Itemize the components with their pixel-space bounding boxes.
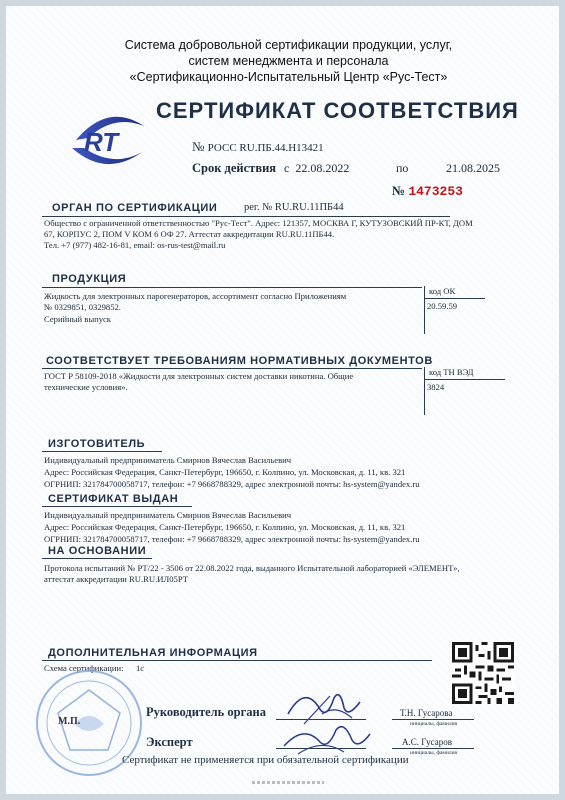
- issued-heading: СЕРТИФИКАТ ВЫДАН: [48, 493, 179, 505]
- footer-note: Сертификат не применяется при обязательной сертификации: [122, 754, 409, 766]
- validity-to-label: по: [396, 161, 409, 175]
- certificate-title: СЕРТИФИКАТ СООТВЕТСТВИЯ: [156, 98, 519, 123]
- product-text-3: Серийный выпуск: [44, 314, 111, 324]
- divider: [425, 298, 485, 299]
- tnved-code-label: код ТН ВЭД: [429, 367, 474, 377]
- rt-logo: [68, 106, 148, 176]
- manufacturer-heading: ИЗГОТОВИТЕЛЬ: [48, 438, 146, 450]
- product-text-1: Жидкость для электронных парогенераторов, ассортимент согласно Приложениям: [44, 291, 347, 301]
- validity-from: с 22.08.2022: [284, 161, 350, 175]
- divider: [42, 558, 152, 559]
- product-heading: ПРОДУКЦИЯ: [52, 273, 127, 285]
- rt-logo-icon: [68, 106, 148, 176]
- head-label: Руководитель органа: [146, 705, 266, 719]
- issued-text-3: ОГРНИП: 321784700058717, телефон: +7 9668788329, адрес электронной почты: hs-system@yandex.ru: [44, 534, 420, 544]
- divider: [42, 287, 422, 288]
- additional-heading: ДОПОЛНИТЕЛЬНАЯ ИНФОРМАЦИЯ: [48, 647, 258, 659]
- divider: [42, 451, 162, 452]
- divider: [392, 719, 474, 720]
- serial-number: № 1473253: [392, 183, 463, 199]
- expert-caption: инициалы, фамилия: [410, 750, 458, 756]
- validity-to: 21.08.2025: [446, 161, 500, 175]
- conformity-text-2: технические условия».: [44, 382, 128, 392]
- organ-heading: ОРГАН ПО СЕРТИФИКАЦИИ: [52, 202, 218, 214]
- product-code: 20.59.59: [427, 301, 458, 311]
- issued-text-1: Индивидуальный предприниматель Смирнов Вячеслав Васильевич: [44, 510, 292, 520]
- logo-text: RT: [84, 127, 119, 157]
- scheme-value: 1с: [136, 663, 145, 673]
- divider: [42, 506, 192, 507]
- head-name: Т.Н. Гусарова: [400, 708, 453, 718]
- header-line-2: систем менеджмента и персонала: [188, 54, 389, 68]
- signature-icon: [274, 684, 374, 764]
- conformity-text-1: ГОСТ Р 58109-2018 «Жидкости для электронных систем доставки никотина. Общие: [44, 371, 354, 381]
- qr-code-svg: [452, 642, 514, 704]
- product-code-label: код ОК: [429, 286, 456, 296]
- product-text-2: № 0329851, 0329852.: [44, 302, 121, 312]
- divider: [42, 368, 422, 369]
- organ-text-3: Тел. +7 (977) 482-16-81, email: os-rus-test@mail.ru: [44, 240, 226, 250]
- handwritten-signature: [274, 684, 374, 764]
- basis-heading: НА ОСНОВАНИИ: [48, 545, 147, 557]
- organ-text-1: Общество с ограниченной ответственностью "Рус-Тест". Адрес: 121357, МОСКВА Г, КУТУЗОВСКИЙ ПР-КТ, ДОМ: [44, 218, 473, 228]
- manufacturer-text-1: Индивидуальный предприниматель Смирнов Вячеслав Васильевич: [44, 455, 292, 465]
- registration-number: № РОСС RU.ПБ.44.Н13421: [192, 139, 324, 154]
- organ-reg: рег. № RU.RU.11ПБ44: [244, 202, 344, 213]
- head-caption: инициалы, фамилия: [410, 721, 458, 727]
- conformity-heading: СООТВЕТСТВУЕТ ТРЕБОВАНИЯМ НОРМАТИВНЫХ ДОКУМЕНТОВ: [46, 355, 433, 367]
- manufacturer-text-2: Адрес: Российская Федерация, Санкт-Петербург, 196650, г. Колпино, ул. Московская, д. 11, кв. 321: [44, 467, 406, 477]
- issued-text-2: Адрес: Российская Федерация, Санкт-Петербург, 196650, г. Колпино, ул. Московская, д. 11, кв. 321: [44, 522, 406, 532]
- tnved-code: 3824: [427, 382, 445, 392]
- expert-name: А.С. Гусаров: [402, 737, 452, 747]
- print-code-mark: [252, 781, 324, 784]
- product-code-box: [424, 286, 485, 334]
- header-line-1: Система добровольной сертификации продукции, услуг,: [124, 38, 453, 52]
- divider: [42, 216, 450, 217]
- basis-text-1: Протокола испытаний № РТ/22 - 3506 от 22.08.2022 года, выданного Испытательной лабораторией «ЭЛЕМЕНТ»,: [44, 563, 460, 573]
- scheme-label: Схема сертификации:: [44, 663, 124, 673]
- divider: [42, 660, 432, 661]
- divider: [392, 748, 474, 749]
- divider: [425, 379, 505, 380]
- validity-label: Срок действия: [192, 161, 277, 175]
- qr-code-icon: [452, 642, 514, 704]
- tnved-code-box: [424, 367, 505, 415]
- basis-text-2: аттестат аккредитации RU.RU.ИЛ05РТ: [44, 574, 188, 584]
- header-line-3: «Сертификационно-Испытательный Центр «Рус-Тест»: [129, 70, 448, 84]
- manufacturer-text-3: ОГРНИП: 321784700058717, телефон: +7 9668788329, адрес электронной почты: hs-system@yandex.ru: [44, 479, 420, 489]
- expert-label: Эксперт: [146, 735, 193, 749]
- organ-text-2: 67, КОРПУС 2, ПОМ V КОМ 6 ОФ 27. Аттестат аккредитации RU.RU.11ПБ44.: [44, 229, 335, 239]
- stamp-label: М.П.: [58, 716, 81, 727]
